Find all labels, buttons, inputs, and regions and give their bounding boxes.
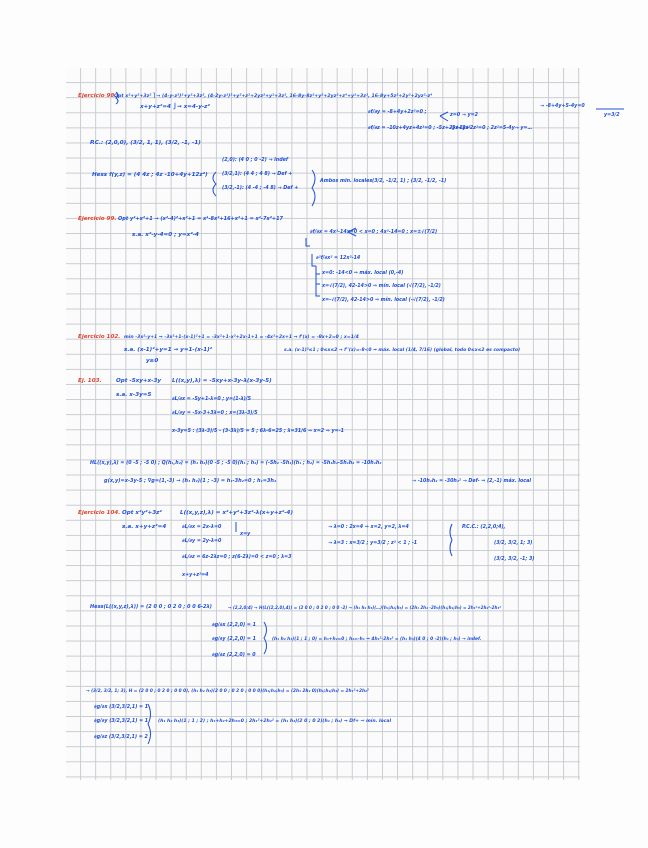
e104-tan: (h₁ h₂ h₃)(1 ; 1 ; 0) = h₁+h₂=0 ; h₂=-h₁ ⇒ 4h₁²-2h₃² = (h₁ h₃)(4 0 ; 0 -2)(h₁ ; h₃) → indef. xyxy=(272,637,482,642)
e98-dfz: ∂f/∂z = -10z+4yz+4z³=0 ; -5z+2yz+2z³ xyxy=(368,126,471,131)
e103-title: Ej. 103. xyxy=(78,378,102,384)
e104-L: L((x,y,z),λ) = x²+y²+3z²-λ(x+y+z²-4) xyxy=(180,510,294,516)
e104-pc3: (3/2, 3/2, -1; 3) xyxy=(494,557,535,562)
e102-dom: s.a. (x-1)²≤1 ; 0≤x≤2 → f''(x)=-8<0 ⇒ máx. local (1/4, 7/16) (global, todo 0≤x≤2 es compacto) xyxy=(284,348,521,353)
e104-sa: s.a. x+y+z²=4 xyxy=(122,524,167,530)
brace-e98-branch xyxy=(440,112,448,121)
e104-con: x+y+z²=4 xyxy=(182,573,209,578)
e98-h1: (2,0): (4 0 ; 0 -2) → indef xyxy=(222,158,288,163)
e98-br2: -5+2y+2z²=0 ; 2z²=5-4y→ y=… xyxy=(450,126,533,131)
brace-e98-hess xyxy=(213,172,216,196)
brace-e104-pc xyxy=(450,524,452,556)
e104-pc: P.C.C.: (2,2,0;4), xyxy=(462,525,506,530)
e104-g5: ∂g/∂y (3/2,3/2,1) = 1 xyxy=(94,719,149,724)
e99-sa: s.a. x²-y-4=0 ; y=x²-4 xyxy=(132,232,199,238)
e104-opt: Opt x²y²+3z² xyxy=(122,510,162,516)
e102-min: min -3x²-y+1 → -3x²+1-(x-1)²+1 = -3x²+1-x²+2x-1+1 = -4x²+2x+1 → f'(x) = -8x+2=0 ; x=1/4 xyxy=(124,335,359,340)
e103-dy: ∂L/∂y = -5x-3+3λ=0 ; x=(3λ-3)/5 xyxy=(172,411,258,416)
e103-L: L((x,y),λ) = -5xy+x-3y-λ(x-3y-5) xyxy=(172,378,272,384)
e103-eq: x-3y=5 : (3λ-3)/5 - (3-3λ)/5 = 5 ; 6λ-6=25 ; λ=31/6 ⇒ x=2 ⇒ y=-1 xyxy=(172,429,344,434)
e98-h2: (3/2,1): (4 4 ; 4 8) → Def + xyxy=(222,172,293,177)
e99-opt: Opt y²+x²+1 → (x²-4)²+x²+1 = x⁴-8x²+16+x²+1 = x⁴-7x²+17 xyxy=(118,216,284,222)
e104-xy: x=y xyxy=(240,532,251,537)
e104-g1: ∂g/∂x (2,2,0) = 1 xyxy=(212,623,256,628)
hook-e99-1 xyxy=(306,238,310,246)
e103-dx: ∂L/∂x = -5y+1-λ=0 ; y=(1-λ)/5 xyxy=(172,397,251,402)
e104-tan2: (h₁ h₂ h₃)(1 ; 1 ; 2) ; h₁+h₂+2h₃=0 ; 2h₁²+2h₂² = (h₁ h₂)(2 0 ; 0 2)(h₁ ; h₂) → Df+ ⇒ mín. local xyxy=(158,719,392,724)
brace-e98-min xyxy=(312,170,315,206)
e104-dy: ∂L/∂y = 2y-λ=0 xyxy=(182,539,222,544)
brace-e104-q2 xyxy=(148,704,151,744)
e104-c2: → λ=3 : x=3/2 ; y=3/2 ; z² < 1 ; -1 xyxy=(328,541,418,546)
hook-e99-3 xyxy=(316,266,320,296)
e104-hess: Hess(L((x,y,z),λ)) = (2 0 0 ; 0 2 0 ; 0 0 6-2λ) xyxy=(90,604,212,610)
e103-res: → -10h₁h₂ = -30h₂² → Def- ⇒ (2,-1) máx. local xyxy=(412,479,532,484)
e104-q2: → (3/2, 3/2, 1; 3), H = (2 0 0 ; 0 2 0 ; 0 0 0), (h₁ h₂ h₃)(2 0 0 ; 0 2 0 ; 0 0 0)(h₁;h₂;h₃) = (2h₁ 2h₂ 0)(h₁;h₂;h₃) = 2h₁²+2h₂² xyxy=(86,689,369,694)
e98-pts: (3/2, -1/2, 1) ; (3/2, -1/2, -1) xyxy=(372,179,447,184)
e98-br1: z=0 → y=2 xyxy=(450,113,478,118)
e98-title: Ejercicio 98. xyxy=(78,93,117,99)
e99-title: Ejercicio 99. xyxy=(78,216,117,222)
e104-g3: ∂g/∂z (2,2,0) = 0 xyxy=(212,653,256,658)
e98-resb: y=3/2 xyxy=(604,113,620,118)
e104-c1: → λ=0 : 2x=4 ⇒ x=2, y=2, λ=4 xyxy=(328,525,409,530)
e99-c1: x=0: -14<0 ⇒ máx. local (0,-4) xyxy=(322,271,404,276)
e98-h3: (3/2,-1): (4 -4 ; -4 8) → Def + xyxy=(222,186,299,191)
e104-dz: ∂L/∂z = 6z-2λz=0 ; z(6-2λ)=0 < z=0 ; λ=3 xyxy=(182,555,292,560)
e104-dx: ∂L/∂x = 2x-λ=0 xyxy=(182,525,222,530)
brace-e104-q1 xyxy=(264,622,267,654)
e102-title: Ejercicio 102. xyxy=(78,334,121,340)
e104-q1: → (2,2,0;4) → H(L((2,2,0),4)) = (2 0 0 ; 0 2 0 ; 0 0 -2) → (h₁ h₂ h₃)(…)(h₁;h₂;h₃) = (2h₁ 2h₂ -2h₃)(h₁;h₂;h₃) = 2h₁²+2h₂²-2h₃² xyxy=(228,605,502,610)
e103-opt: Opt -5xy+x-3y xyxy=(116,378,162,384)
e104-g6: ∂g/∂z (3/2,3/2,1) = 2 xyxy=(94,735,148,740)
e102-sa2: y≥0 xyxy=(146,358,159,364)
e98-min: Ambos min. locales xyxy=(320,179,373,184)
e104-title: Ejercicio 104. xyxy=(78,510,121,516)
e104-g4: ∂g/∂x (3/2,3/2,1) = 1 xyxy=(94,705,149,710)
e98-res: → -8+4y+5-4y=0 xyxy=(540,104,585,109)
e102-sa: s.a. (x-1)²+y=1 → y=1-(x-1)² xyxy=(124,347,213,353)
e104-pc2: (3/2, 3/2, 1; 3) xyxy=(494,541,533,546)
e98-pc: P.C.: (2,0,0), (3/2, 1, 1), (3/2, -1, -1) xyxy=(90,140,201,146)
e99-d1: ∂f/∂x = 4x³-14x=0 < x=0 ; 4x²-14=0 ; x=±√(7/2) xyxy=(310,230,438,235)
e98-hess: Hess f(y,z) = (4 4z ; 4z -10+4y+12z²) xyxy=(92,172,208,178)
e103-g: g(x,y)=x-3y-5 ; ∇g=(1,-3) → (h₁ h₂)(1 ; -3) = h₁-3h₂=0 ; h₁=3h₂ xyxy=(104,478,277,484)
e98-con: x+y+z²=4 ⎭→ x=4-y-z² xyxy=(140,104,210,110)
e98-dfy: ∂f/∂y = -8+4y+2z²=0 ; xyxy=(368,110,427,115)
e99-c3: x=-√(7/2), 42-14>0 ⇒ mín. local (-√(7/2), -1/2) xyxy=(322,298,445,303)
e99-d2: ∂²f/∂x² = 12x²-14 xyxy=(316,256,361,261)
e99-c2: x=√(7/2), 42-14>0 ⇒ mín. local (√(7/2), -1/2) xyxy=(322,284,441,289)
e103-hl: HL((x,y),λ) = (0 -5 ; -5 0) ; Q(h₁,h₂) = (h₁ h₂)(0 -5 ; -5 0)(h₁ ; h₂) = (-5h₂ -5h₁)(h₁ ; h₂) = -5h₁h₂-5h₁h₂ = -10h₁h₂ xyxy=(90,461,382,466)
e98-opt: Opt x²+y²+3z² ⎫→ (4-y-z²)²+y²+3z², (4-2y-z²)²+y²+z²+2yz²+y²+3z², 16-8y-8z²+y²+2yz²+z⁴+y²+3z², 16-8y+5z²+2y²+2yz²-z⁴ xyxy=(114,94,433,99)
e103-sa: s.a. x-3y=5 xyxy=(116,392,152,398)
e104-g2: ∂g/∂y (2,2,0) = 1 xyxy=(212,637,256,642)
